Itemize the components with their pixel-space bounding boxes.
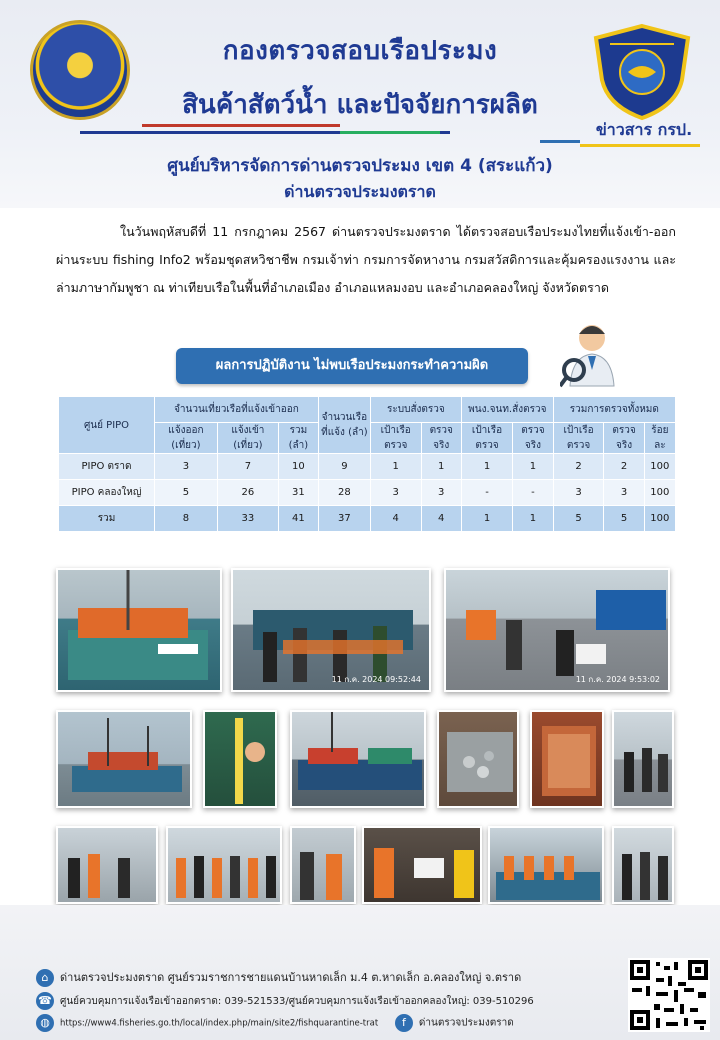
fishery-inspection-logo (588, 22, 696, 122)
table-row (59, 454, 676, 480)
cell-all-actual: 3 (604, 480, 644, 506)
header-in: แจ้งเข้า (เที่ยว) (217, 423, 278, 454)
table-row-total (59, 506, 676, 532)
photo-officers-group (612, 826, 674, 904)
decor-line-red (142, 124, 340, 127)
cell-in: 33 (217, 506, 278, 532)
photo-fish-storage (530, 710, 604, 808)
photo-interview (290, 826, 356, 904)
cell-off-target: 1 (461, 506, 512, 532)
photo-crew-lineup (166, 826, 282, 904)
cell-off-target: - (461, 480, 512, 506)
home-icon: ⌂ (36, 969, 54, 987)
cell-off-actual: - (513, 480, 554, 506)
footer-address: ด่านตรวจประมงตราด ศูนย์รวมราชการชายแดนบ้านหาดเล็ก ม.4 ต.หาดเล็ก อ.คลองใหญ่ จ.ตราด (60, 971, 522, 984)
globe-icon: ◍ (36, 1014, 54, 1032)
title-line-2: สินค้าสัตว์น้ำ และปัจจัยการผลิต (182, 90, 538, 120)
footer-web-row (36, 1014, 514, 1032)
cell-out: 5 (155, 480, 218, 506)
phone-icon: ☎ (36, 992, 54, 1010)
footer-address-row (36, 968, 521, 987)
header-all-actual: ตรวจจริง (604, 423, 644, 454)
cell-all-target: 3 (553, 480, 604, 506)
cell-off-target: 1 (461, 454, 512, 480)
cell-sys-target: 3 (370, 480, 421, 506)
cell-all-target: 2 (553, 454, 604, 480)
cell-off-actual: 1 (513, 454, 554, 480)
photo-catch-hold (437, 710, 519, 808)
cell-percent: 100 (644, 454, 675, 480)
cell-boats: 28 (318, 480, 370, 506)
header-off-actual: ตรวจจริง (513, 423, 554, 454)
photo-timestamp: 11 ก.ค. 2024 9:53:02 (575, 675, 660, 684)
footer-facebook[interactable]: ด่านตรวจประมงตราด (418, 1017, 514, 1029)
cell-boats: 37 (318, 506, 370, 532)
cell-name: PIPO ตราด (59, 454, 155, 480)
section-subtitle: ด่านตรวจประมงตราด (284, 182, 436, 201)
facebook-icon: f (395, 1014, 413, 1032)
photo-crew-document-check (444, 568, 670, 692)
header-group-officer: พนง.จนท.สั่งตรวจ (461, 397, 553, 423)
cell-total: 41 (278, 506, 318, 532)
photo-timestamp: 11 ก.ค. 2024 09:52:44 (331, 675, 421, 684)
title-line-1: กองตรวจสอบเรือประมง (222, 36, 498, 66)
photo-fishing-boat-crew (56, 568, 222, 692)
cell-sys-actual: 1 (421, 454, 461, 480)
section-title: ศูนย์บริหารจัดการด่านตรวจประมง เขต 4 (สระแก้ว) (167, 156, 553, 176)
footer-phone-row (36, 992, 534, 1010)
header-percent: ร้อยละ (644, 423, 675, 454)
cell-percent: 100 (644, 480, 675, 506)
qr-code (628, 958, 710, 1032)
photo-inspection-team-dock (231, 568, 431, 692)
cell-sys-target: 4 (370, 506, 421, 532)
header-group-trips: จำนวนเที่ยวเรือที่แจ้งเข้าออก (155, 397, 319, 423)
cell-boats: 9 (318, 454, 370, 480)
department-of-fisheries-logo (30, 20, 130, 120)
header-off-target: เป้าเรือตรวจ (461, 423, 512, 454)
cell-all-actual: 5 (604, 506, 644, 532)
photo-boats-moored (290, 710, 426, 808)
header-group-system: ระบบสั่งตรวจ (370, 397, 461, 423)
cell-in: 7 (217, 454, 278, 480)
cell-in: 26 (217, 480, 278, 506)
photo-officers-pier (612, 710, 674, 808)
footer-phone: ศูนย์ควบคุมการแจ้งเรือเข้าออกตราด: 039-521533/ศูนย์ควบคุมการแจ้งเรือเข้าออกคลองใหญ่: 039-510296 (60, 996, 534, 1007)
photo-crew-documents (362, 826, 482, 904)
header-sys-actual: ตรวจจริง (421, 423, 461, 454)
cell-sys-target: 1 (370, 454, 421, 480)
header-total: รวม (ลำ) (278, 423, 318, 454)
decor-line-blue-short (540, 140, 580, 143)
officer-inspector-icon (560, 320, 622, 390)
cell-sys-actual: 3 (421, 480, 461, 506)
footer-website[interactable]: https://www4.fisheries.go.th/local/index.php/main/site2/fishquarantine-trat (60, 1018, 379, 1029)
decor-line-green (340, 131, 440, 134)
header-out: แจ้งออก (เที่ยว) (155, 423, 218, 454)
header-pipo: ศูนย์ PIPO (59, 397, 155, 454)
cell-out: 3 (155, 454, 218, 480)
news-paragraph: ในวันพฤหัสบดีที่ 11 กรกฎาคม 2567 ด่านตรวจประมงตราด ได้ตรวจสอบเรือประมงไทยที่แจ้งเข้า-ออก ผ่านระบบ fishing Info2 พร้อมชุดสหวิชาชีพ กรมเจ้าท่า กรมการจัดหางาน กรมสวัสดิการและคุ้มครองแรงงาน และล่ามภาษากัมพูชา ณ ท่าเทียบเรือในพื้นที่อำเภอเมือง อำเภอแหลมงอบ และอำเภอคลองใหญ่ จังหวัดตราด (56, 224, 676, 295)
result-banner: ผลการปฏิบัติงาน ไม่พบเรือประมงกระทำความผิด (176, 348, 528, 384)
inspection-stats-table (58, 396, 676, 532)
cell-all-target: 5 (553, 506, 604, 532)
cell-total: 31 (278, 480, 318, 506)
cell-name: PIPO คลองใหญ่ (59, 480, 155, 506)
table-row (59, 480, 676, 506)
cell-total: 10 (278, 454, 318, 480)
news-label: ข่าวสาร กรป. (595, 120, 693, 139)
cell-sys-actual: 4 (421, 506, 461, 532)
header-boats-reported: จำนวนเรือที่แจ้ง (ลำ) (318, 397, 370, 454)
cell-off-actual: 1 (513, 506, 554, 532)
cell-percent: 100 (644, 506, 675, 532)
photo-boat-at-anchor (56, 710, 192, 808)
header-group-all: รวมการตรวจทั้งหมด (553, 397, 675, 423)
header-all-target: เป้าเรือตรวจ (553, 423, 604, 454)
photo-crew-on-boat (488, 826, 604, 904)
photo-mesh-size-measuring (203, 710, 277, 808)
cell-out: 8 (155, 506, 218, 532)
decor-line-yellow (580, 144, 700, 147)
cell-name: รวม (59, 506, 155, 532)
header-sys-target: เป้าเรือตรวจ (370, 423, 421, 454)
cell-all-actual: 2 (604, 454, 644, 480)
photo-team-on-deck (56, 826, 158, 904)
